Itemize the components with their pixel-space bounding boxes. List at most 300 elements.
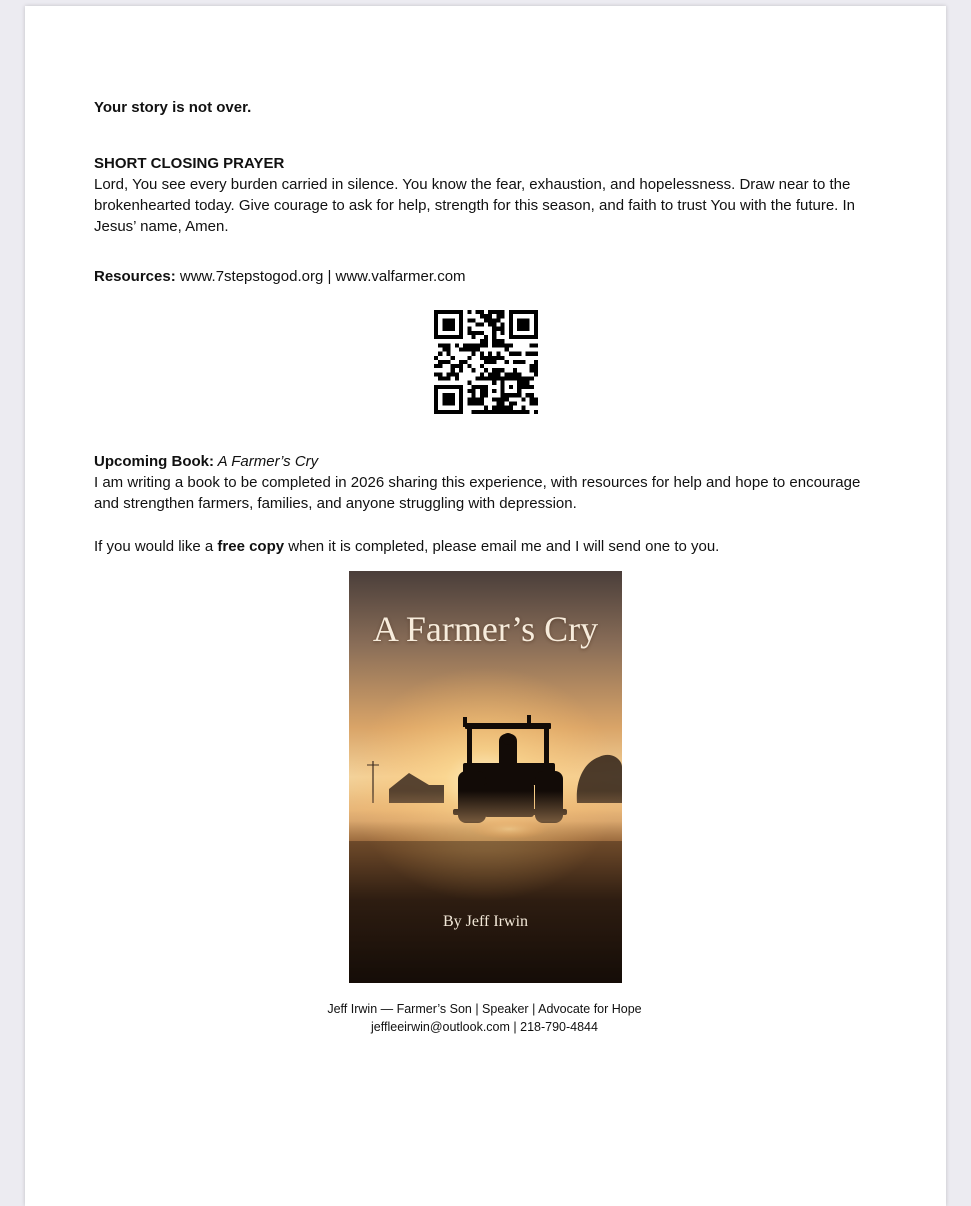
qr-module (459, 385, 463, 389)
qr-module (442, 410, 446, 414)
cover-title: A Farmer’s Cry (372, 609, 599, 649)
resources-links[interactable]: www.7stepstogod.org | www.valfarmer.com (175, 268, 466, 285)
qr-module (530, 335, 534, 339)
qr-module (459, 327, 463, 331)
qr-module (451, 322, 455, 326)
qr-module (480, 402, 484, 406)
qr-module (459, 331, 463, 335)
qr-module (467, 356, 471, 360)
qr-module (480, 314, 484, 318)
qr-module (517, 410, 521, 414)
qr-module (434, 331, 438, 335)
qr-module (509, 327, 513, 331)
qr-module (517, 381, 521, 385)
qr-module (517, 352, 521, 356)
qr-module (509, 310, 513, 314)
qr-module (451, 364, 455, 368)
qr-module (459, 368, 463, 372)
qr-module (446, 402, 450, 406)
qr-module (484, 368, 488, 372)
qr-module (480, 389, 484, 393)
qr-module (513, 310, 517, 314)
qr-module (463, 343, 467, 347)
qr-module (517, 385, 521, 389)
qr-module (442, 393, 446, 397)
qr-module (526, 335, 530, 339)
qr-module (505, 397, 509, 401)
qr-module (526, 318, 530, 322)
qr-code-graphic (434, 310, 538, 414)
qr-module (534, 402, 538, 406)
qr-module (513, 377, 517, 381)
qr-module (509, 352, 513, 356)
qr-module (442, 310, 446, 314)
qr-module (459, 397, 463, 401)
qr-module (509, 385, 513, 389)
book-cover-image (349, 571, 622, 983)
qr-module (434, 402, 438, 406)
qr-module (501, 331, 505, 335)
qr-module (459, 347, 463, 351)
qr-module (438, 360, 442, 364)
qr-module (521, 406, 525, 410)
prayer-heading: SHORT CLOSING PRAYER (94, 155, 285, 172)
qr-module (488, 410, 492, 414)
footer-bio: Jeff Irwin — Farmer’s Son | Speaker | Advocate for Hope (327, 1002, 642, 1016)
qr-module (442, 318, 446, 322)
qr-module (534, 331, 538, 335)
qr-module (471, 397, 475, 401)
qr-module (530, 364, 534, 368)
qr-module (451, 368, 455, 372)
qr-module (526, 352, 530, 356)
qr-module (488, 318, 492, 322)
qr-module (534, 327, 538, 331)
qr-module (467, 318, 471, 322)
qr-module (496, 352, 500, 356)
qr-module (492, 410, 496, 414)
qr-module (480, 310, 484, 314)
qr-module (484, 389, 488, 393)
qr-module (476, 397, 480, 401)
qr-module (467, 364, 471, 368)
qr-module (521, 335, 525, 339)
free-copy-before: If you would like a (94, 538, 218, 555)
qr-module (534, 314, 538, 318)
prayer-text: Lord, You see every burden carried in silence. You know the fear, exhaustion, and hopelessness. Draw near to the brokenhearted today. Give courage to ask for help, strength for this season, and faith to trust You with the future. In Jesus’ name, Amen. (94, 176, 856, 235)
qr-module (480, 397, 484, 401)
qr-module (488, 377, 492, 381)
qr-module (434, 364, 438, 368)
qr-module (446, 352, 450, 356)
cover-author: By Jeff Irwin (442, 913, 529, 930)
qr-module (442, 377, 446, 381)
qr-module (534, 410, 538, 414)
qr-module (446, 397, 450, 401)
qr-module (446, 410, 450, 414)
qr-module (534, 364, 538, 368)
qr-module (492, 335, 496, 339)
qr-module (517, 377, 521, 381)
qr-module (459, 364, 463, 368)
qr-module (488, 314, 492, 318)
qr-module (459, 393, 463, 397)
free-copy-line (94, 536, 719, 557)
qr-module (471, 393, 475, 397)
qr-module (488, 360, 492, 364)
qr-module (501, 397, 505, 401)
qr-module (434, 335, 438, 339)
qr-module (480, 356, 484, 360)
qr-module (446, 343, 450, 347)
qr-module (484, 356, 488, 360)
qr-module (496, 406, 500, 410)
qr-module (496, 372, 500, 376)
qr-module (509, 410, 513, 414)
qr-module (455, 410, 459, 414)
qr-module (476, 322, 480, 326)
qr-module (446, 393, 450, 397)
qr-module (442, 385, 446, 389)
qr-module (467, 331, 471, 335)
qr-module (509, 331, 513, 335)
qr-module (526, 385, 530, 389)
qr-module (434, 406, 438, 410)
qr-module (446, 335, 450, 339)
qr-module (434, 310, 438, 314)
qr-module (480, 352, 484, 356)
qr-module (505, 393, 509, 397)
qr-module (455, 385, 459, 389)
qr-module (476, 310, 480, 314)
qr-module (434, 314, 438, 318)
qr-module (476, 402, 480, 406)
qr-module (492, 331, 496, 335)
qr-module (509, 402, 513, 406)
qr-module (505, 360, 509, 364)
qr-module (484, 339, 488, 343)
qr-module (501, 389, 505, 393)
qr-module (442, 402, 446, 406)
qr-module (471, 318, 475, 322)
qr-module (526, 310, 530, 314)
qr-module (459, 322, 463, 326)
qr-module (438, 310, 442, 314)
qr-module (492, 310, 496, 314)
qr-module (438, 410, 442, 414)
qr-module (505, 410, 509, 414)
qr-module (467, 381, 471, 385)
qr-module (446, 318, 450, 322)
qr-module (509, 322, 513, 326)
qr-module (471, 343, 475, 347)
qr-module (517, 310, 521, 314)
book-title: A Farmer’s Cry (214, 453, 319, 470)
qr-module (467, 347, 471, 351)
qr-module (501, 322, 505, 326)
qr-module (476, 343, 480, 347)
qr-module (480, 372, 484, 376)
qr-module (534, 335, 538, 339)
qr-module (488, 322, 492, 326)
qr-module (496, 368, 500, 372)
qr-module (492, 397, 496, 401)
qr-module (459, 310, 463, 314)
qr-module (434, 389, 438, 393)
qr-module (501, 339, 505, 343)
qr-module (501, 410, 505, 414)
qr-module (492, 339, 496, 343)
qr-module (505, 372, 509, 376)
qr-module (492, 322, 496, 326)
qr-module (446, 360, 450, 364)
qr-module (442, 397, 446, 401)
qr-module (496, 318, 500, 322)
qr-module (451, 402, 455, 406)
qr-module (530, 393, 534, 397)
qr-module (467, 327, 471, 331)
qr-module (513, 352, 517, 356)
qr-module (471, 385, 475, 389)
qr-module (451, 372, 455, 376)
qr-module (459, 335, 463, 339)
qr-module (459, 314, 463, 318)
qr-module (517, 335, 521, 339)
qr-module (530, 368, 534, 372)
free-copy-bold: free copy (217, 538, 285, 555)
qr-module (501, 393, 505, 397)
qr-module (471, 389, 475, 393)
qr-module (434, 327, 438, 331)
book-heading-line (94, 451, 318, 472)
qr-module (442, 335, 446, 339)
qr-module (438, 364, 442, 368)
qr-module (492, 372, 496, 376)
qr-module (442, 360, 446, 364)
qr-module (530, 377, 534, 381)
qr-module (492, 318, 496, 322)
qr-module (476, 385, 480, 389)
qr-module (471, 347, 475, 351)
qr-module (476, 347, 480, 351)
qr-module (480, 377, 484, 381)
qr-module (521, 381, 525, 385)
qr-module (488, 372, 492, 376)
qr-module (534, 372, 538, 376)
qr-module (501, 310, 505, 314)
qr-module (459, 318, 463, 322)
qr-module (480, 393, 484, 397)
qr-module (509, 318, 513, 322)
qr-module (480, 410, 484, 414)
qr-module (513, 410, 517, 414)
qr-module (530, 397, 534, 401)
qr-module (496, 410, 500, 414)
qr-module (496, 343, 500, 347)
qr-module (509, 406, 513, 410)
qr-module (459, 406, 463, 410)
qr-module (513, 372, 517, 376)
qr-module (526, 377, 530, 381)
qr-module (480, 364, 484, 368)
qr-module (480, 331, 484, 335)
book-label: Upcoming Book: (94, 453, 214, 470)
qr-module (438, 377, 442, 381)
qr-module (521, 322, 525, 326)
qr-module (484, 360, 488, 364)
qr-module (480, 339, 484, 343)
qr-module (451, 410, 455, 414)
qr-module (442, 343, 446, 347)
qr-module (467, 389, 471, 393)
resources-line (94, 266, 466, 287)
qr-module (517, 327, 521, 331)
qr-module (513, 368, 517, 372)
qr-module (451, 397, 455, 401)
qr-module (471, 402, 475, 406)
qr-module (459, 389, 463, 393)
qr-module (534, 397, 538, 401)
qr-module (530, 352, 534, 356)
qr-module (488, 356, 492, 360)
tagline: Your story is not over. (94, 99, 252, 116)
qr-module (521, 397, 525, 401)
qr-module (488, 352, 492, 356)
qr-module (521, 310, 525, 314)
qr-module (488, 310, 492, 314)
qr-module (455, 372, 459, 376)
qr-module (492, 368, 496, 372)
qr-module (496, 402, 500, 406)
qr-module (438, 385, 442, 389)
qr-module (451, 310, 455, 314)
qr-module (534, 352, 538, 356)
qr-module (496, 397, 500, 401)
qr-module (434, 356, 438, 360)
qr-module (467, 343, 471, 347)
qr-module (467, 402, 471, 406)
qr-module (534, 318, 538, 322)
qr-module (471, 368, 475, 372)
free-copy-after: when it is completed, please email me and I will send one to you. (284, 538, 720, 555)
qr-module (451, 335, 455, 339)
qr-module (463, 360, 467, 364)
qr-module (492, 389, 496, 393)
qr-module (496, 339, 500, 343)
qr-module (471, 331, 475, 335)
qr-module (446, 372, 450, 376)
qr-module (496, 377, 500, 381)
qr-module (530, 402, 534, 406)
qr-module (517, 360, 521, 364)
qr-module (492, 356, 496, 360)
qr-module (521, 410, 525, 414)
qr-module (492, 381, 496, 385)
qr-module (530, 343, 534, 347)
qr-module (521, 360, 525, 364)
qr-module (505, 343, 509, 347)
qr-module (446, 322, 450, 326)
qr-module (434, 410, 438, 414)
qr-module (526, 410, 530, 414)
qr-module (521, 377, 525, 381)
qr-module (442, 347, 446, 351)
qr-module (484, 377, 488, 381)
qr-module (534, 310, 538, 314)
qr-module (501, 406, 505, 410)
qr-module (455, 364, 459, 368)
qr-module (471, 410, 475, 414)
qr-module (459, 410, 463, 414)
qr-module (459, 360, 463, 364)
qr-module (509, 377, 513, 381)
resources-label: Resources: (94, 268, 176, 285)
qr-module (480, 343, 484, 347)
qr-module (509, 335, 513, 339)
qr-module (517, 393, 521, 397)
qr-module (505, 377, 509, 381)
qr-module (455, 343, 459, 347)
qr-module (513, 402, 517, 406)
qr-module (446, 385, 450, 389)
qr-module (434, 318, 438, 322)
qr-module (451, 393, 455, 397)
qr-module (492, 406, 496, 410)
qr-module (492, 377, 496, 381)
qr-module (526, 393, 530, 397)
qr-module (451, 318, 455, 322)
qr-module (438, 343, 442, 347)
qr-module (496, 356, 500, 360)
book-description: I am writing a book to be completed in 2026 sharing this experience, with resources for help and hope to encourage and strengthen farmers, families, and anyone struggling with depression. (94, 474, 861, 512)
qr-module (521, 318, 525, 322)
qr-module (501, 327, 505, 331)
qr-module (442, 322, 446, 326)
footer-contact[interactable]: jeffleeirwin@outlook.com | 218-790-4844 (371, 1020, 598, 1034)
qr-module (517, 372, 521, 376)
qr-module (526, 327, 530, 331)
qr-module (434, 322, 438, 326)
qr-module (484, 385, 488, 389)
qr-module (496, 314, 500, 318)
qr-module (501, 377, 505, 381)
qr-module (534, 368, 538, 372)
qr-module (513, 360, 517, 364)
qr-module (467, 397, 471, 401)
qr-module (480, 385, 484, 389)
contact-footer (94, 1000, 875, 1036)
qr-module (438, 372, 442, 376)
qr-module (484, 318, 488, 322)
qr-module (451, 356, 455, 360)
qr-module (534, 322, 538, 326)
qr-module (501, 356, 505, 360)
qr-module (501, 385, 505, 389)
qr-module (526, 381, 530, 385)
qr-module (521, 327, 525, 331)
qr-module (446, 347, 450, 351)
qr-module (513, 335, 517, 339)
qr-module (513, 393, 517, 397)
qr-module (492, 343, 496, 347)
qr-module (505, 406, 509, 410)
qr-module (434, 397, 438, 401)
qr-module (438, 335, 442, 339)
qr-module (484, 335, 488, 339)
qr-module (446, 310, 450, 314)
qr-module (501, 381, 505, 385)
qr-module (446, 327, 450, 331)
